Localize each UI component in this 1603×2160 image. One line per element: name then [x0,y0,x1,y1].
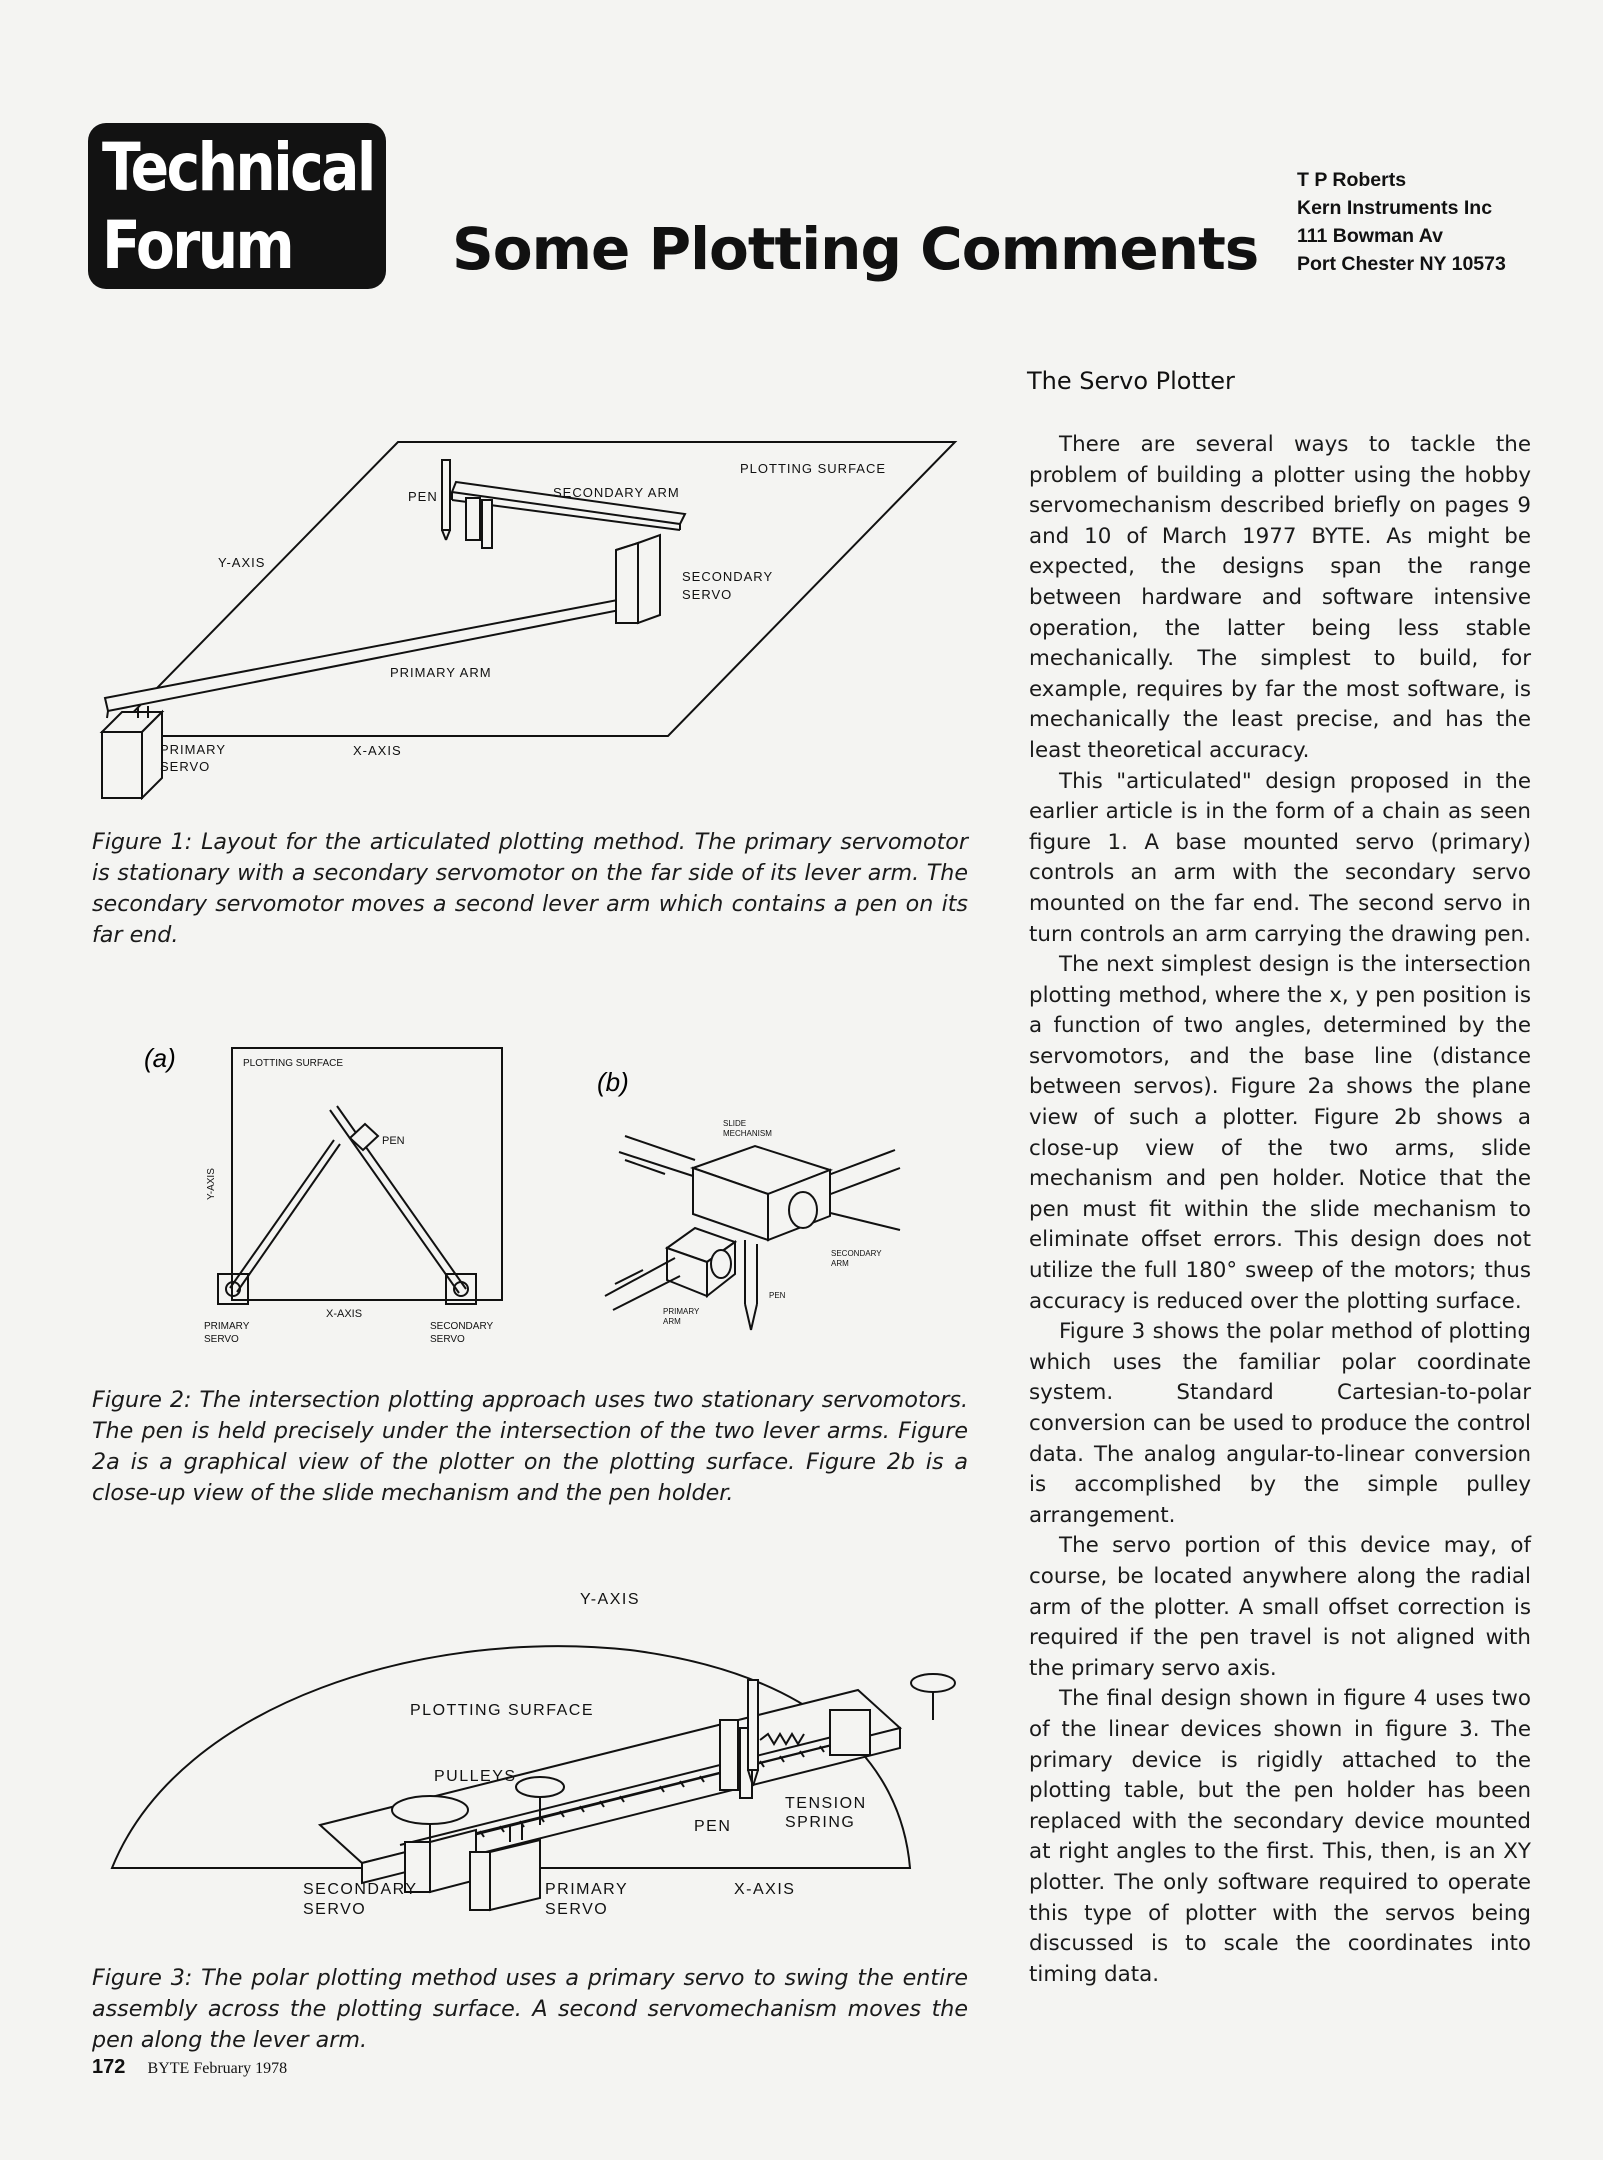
author-company: Kern Instruments Inc [1297,197,1493,219]
figure-3-caption: Figure 3: The polar plotting method uses a primary servo to swing the entire assembly across the plotting surface. A second servomechanism moves the pen along the lever arm. [92,1965,968,2053]
author-street: 111 Bowman Av [1297,225,1443,247]
fig2a-label-primary-servo-2: SERVO [204,1334,239,1345]
fig2b-label-slide-2: MECHANISM [723,1129,772,1138]
figure-2b-diagram [585,1058,915,1358]
fig2b-label-secondary-arm-1: SECONDARY [831,1249,882,1258]
fig3-label-plotting-surface: PLOTTING SURFACE [410,1702,595,1719]
fig1-label-primary-arm: PRIMARY ARM [390,665,492,680]
article-body [1029,430,1531,1990]
technical-forum-logo [88,123,386,289]
fig1-secondary-servo [638,535,660,623]
fig1-primary-servo [102,732,142,798]
fig3-pulley-large [392,1796,468,1824]
fig2a-label-plotting-surface: PLOTTING SURFACE [243,1058,344,1069]
fig1-label-pen: PEN [408,489,438,504]
paragraph: There are several ways to tackle the problem of building a plotter using the hobby servomechanism described briefly on pages 9 and 10 of March 1977 BYTE. As might be expected, the designs span the range between hardware and software intensive operation, the latter being less stable mechanically. The simplest to build, for example, requires by far the most software, is mechanically the least precise, and has the least theoretical accuracy. [1029,432,1531,763]
fig3-label-pulleys: PULLEYS [434,1768,517,1785]
fig3-pulley-small [516,1777,564,1797]
fig3-label-tension-1: TENSION [785,1795,867,1812]
fig2b-tag: (b) [597,1067,629,1097]
page-title: Some Plotting Comments [452,215,1259,283]
fig2a-label-secondary-servo-2: SERVO [430,1334,465,1345]
fig2a-label-y-axis: Y-AXIS [206,1168,217,1200]
paragraph: This "articulated" design proposed in the earlier article is in the form of a chain as seen figure 1. A base mounted servo (primary) controls an arm with the secondary servo mounted on the far end. The second servo in turn controls an arm carrying the drawing pen. [1029,768,1531,947]
fig1-label-secondary-arm: SECONDARY ARM [553,485,680,500]
fig3-pen-carriage [720,1720,738,1790]
fig3-label-primary-servo-1: PRIMARY [545,1881,629,1898]
fig1-label-plotting-surface: PLOTTING SURFACE [740,461,887,476]
fig3-label-x-axis: X-AXIS [734,1881,796,1898]
fig2a-plotting-surface [232,1048,502,1300]
fig2a-label-pen: PEN [382,1135,405,1147]
fig2b-label-primary-arm-1: PRIMARY [663,1307,700,1316]
fig3-label-secondary-servo-2: SERVO [303,1901,367,1918]
fig1-label-secondary-servo-2: SERVO [682,587,733,602]
page-number: 172 [92,2056,126,2078]
publication-source: BYTE February 1978 [147,2060,288,2077]
fig2a-pen-slide [350,1124,378,1150]
figure-2a-diagram [140,1040,520,1350]
fig3-label-primary-servo-2: SERVO [545,1901,609,1918]
paragraph: Figure 3 shows the polar method of plotting which uses the familiar polar coordinate system. Standard Cartesian-to-polar conversion can be used to produce the control data. The analog angular-to-linear conversion is accomplished by the simple pulley arrangement. [1029,1319,1531,1528]
fig3-label-pen: PEN [694,1818,732,1835]
author-city: Port Chester NY 10573 [1297,253,1506,275]
fig3-pen [748,1680,758,1770]
fig3-label-tension-2: SPRING [785,1814,856,1831]
fig1-label-primary-servo-2: SERVO [160,759,211,774]
fig2b-label-secondary-arm-2: ARM [831,1259,849,1268]
figure-3-diagram [100,1580,970,1930]
logo-line-1: Technical [102,129,374,206]
fig1-label-x-axis: X-AXIS [353,743,402,758]
figure-1-caption: Figure 1: Layout for the articulated plotting method. The primary servomotor is stationary with a secondary servomotor on the far side of its lever arm. The secondary servomotor moves a second lever arm which contains a pen on its far end. [92,829,968,948]
author-name: T P Roberts [1297,169,1407,191]
fig1-label-primary-servo-1: PRIMARY [160,742,226,757]
fig1-pen [442,460,450,530]
fig2b-label-slide-1: SLIDE [723,1119,747,1128]
fig1-plotting-surface [110,442,955,736]
fig3-label-secondary-servo-1: SECONDARY [303,1881,418,1898]
fig1-primary-arm [105,598,630,711]
fig2a-label-primary-servo-1: PRIMARY [204,1321,250,1332]
fig3-primary-servo [490,1840,540,1910]
fig2b-label-primary-arm-2: ARM [663,1317,681,1326]
fig2a-tag: (a) [144,1043,176,1073]
section-heading: The Servo Plotter [1027,367,1235,395]
paragraph: The next simplest design is the intersection plotting method, where the x, y pen position is a function of two angles, determined by the servomotors, and the base line (distance between servos). Figure 2a shows the plane view of such a plotter. Figure 2b shows a close-up view of the two arms, slide mechanism and pen holder. Notice that the pen must fit within the slide mechanism to eliminate offset errors. This design does not utilize the full 180° sweep of the motors; thus accuracy is reduced over the plotting surface. [1029,952,1531,1314]
fig1-label-secondary-servo-1: SECONDARY [682,569,774,584]
paragraph: The final design shown in figure 4 uses two of the linear devices shown in figure 3. The primary device is rigidly attached to the plotting table, but the pen holder has been replaced with the secondary device mounted at right angles to the first. This, then, is an XY plotter. The only software required to operate this type of plotter with the servos being discussed is to scale the coordinates into timing data. [1029,1686,1531,1987]
fig2a-label-x-axis: X-AXIS [326,1308,363,1320]
fig1-label-y-axis: Y-AXIS [218,555,266,570]
fig2a-label-secondary-servo-1: SECONDARY [430,1321,494,1332]
page-footer [92,2056,287,2079]
logo-line-2: Forum [102,207,293,284]
author-block [1297,166,1506,278]
fig2b-label-pen: PEN [769,1291,786,1300]
paragraph: The servo portion of this device may, of course, be located anywhere along the radial arm of the plotter. A small offset correction is required if the pen travel is not aligned with the primary servo axis. [1029,1533,1531,1681]
fig3-label-y-axis: Y-AXIS [580,1591,640,1608]
figure-1-diagram [90,430,990,800]
figure-2-caption: Figure 2: The intersection plotting approach uses two stationary servomotors. The pen is held precisely under the intersection of the two lever arms. Figure 2a is a graphical view of the plotter on the plotting surface. Figure 2b is a close-up view of the slide mechanism and the pen holder. [92,1387,968,1506]
